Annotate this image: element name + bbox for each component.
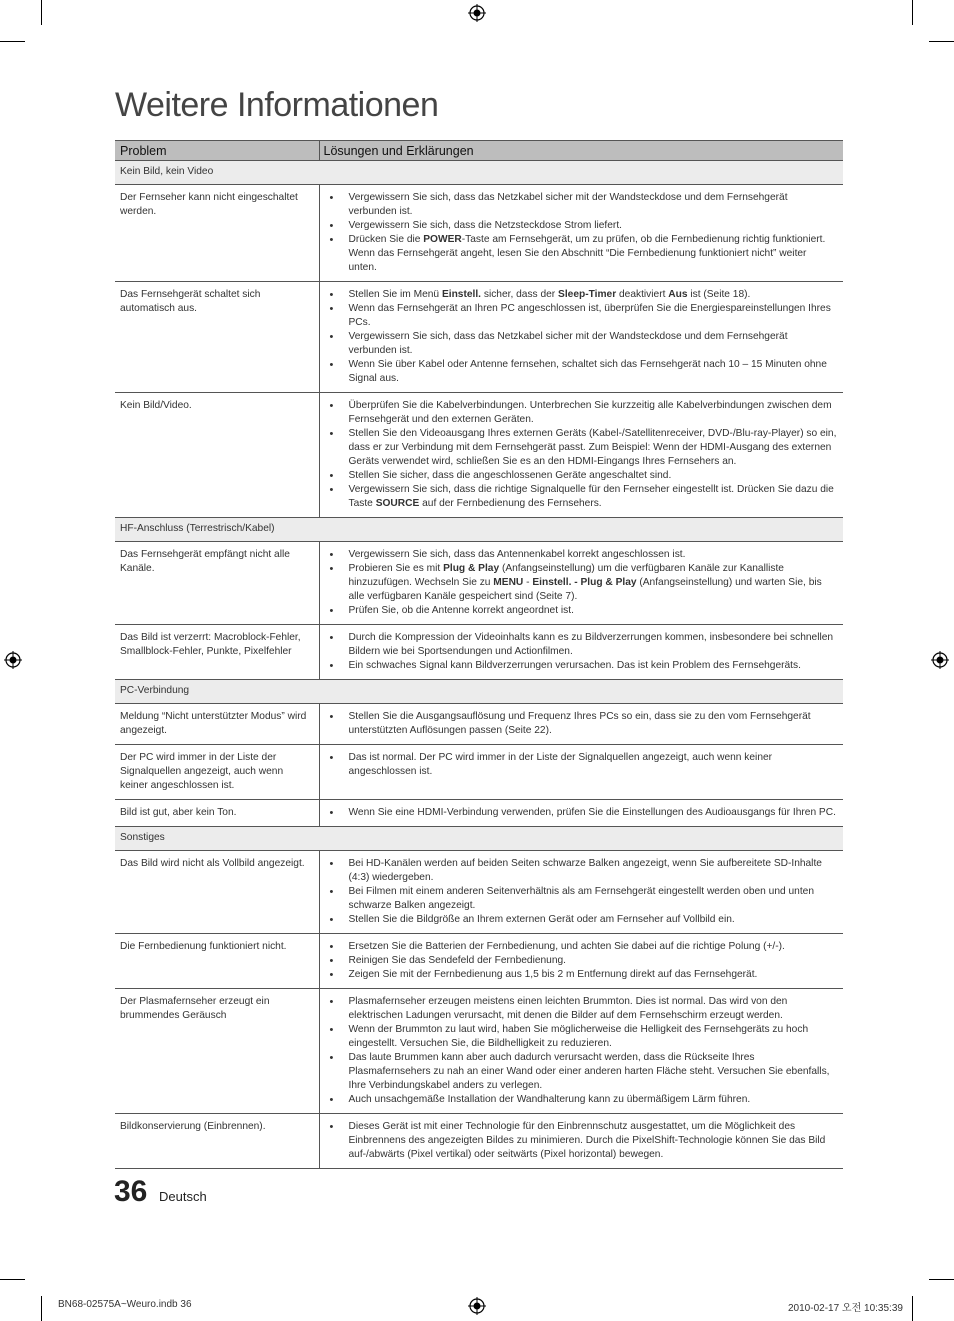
- text-segment: Stellen Sie im Menü: [348, 289, 442, 300]
- solution-cell: [319, 282, 843, 393]
- list-item: [320, 483, 838, 511]
- list-item: [320, 857, 838, 885]
- problem-cell: Das Bild ist verzerrt: Macroblock-Fehler, Smallblock-Fehler, Punkte, Pixelfehler: [115, 625, 319, 680]
- text-segment: Drücken Sie die: [348, 234, 424, 245]
- text-segment: Bei Filmen mit einem anderen Seitenverhältnis als am Fernsehgerät eingestellt werden oben und unten schwarze Balken angezeigt.: [348, 886, 814, 911]
- solution-cell: [319, 704, 843, 745]
- problem-cell: Der Fernseher kann nicht eingeschaltet werden.: [115, 185, 319, 282]
- list-item: [320, 469, 838, 483]
- table-body: [115, 161, 843, 1169]
- crop-mark: [41, 0, 42, 25]
- text-segment: Zeigen Sie mit der Fernbedienung aus 1,5 bis 2 m Entfernung direkt auf das Fernsehgerät.: [348, 969, 758, 980]
- text-segment: Durch die Kompression der Videoinhalts kann es zu Bildverzerrungen kommen, insbesondere bei schnellen Bildern wie bei Sportsendungen und Actionfilmen.: [348, 632, 834, 657]
- bold-term: Einstell. - Plug & Play: [532, 577, 637, 588]
- bullet-icon: •: [329, 1121, 334, 1133]
- problem-cell: Die Fernbedienung funktioniert nicht.: [115, 934, 319, 989]
- bullet-icon: •: [329, 192, 334, 204]
- crop-mark: [912, 1296, 913, 1321]
- solution-list: [320, 857, 838, 927]
- list-item: [320, 604, 838, 618]
- text-segment: Vergewissern Sie sich, dass das Netzkabel sicher mit der Wandsteckdose und dem Fernsehgerät verbunden ist.: [348, 331, 788, 356]
- solution-list: [320, 751, 838, 779]
- bullet-icon: •: [329, 632, 334, 644]
- crop-mark: [0, 1279, 25, 1280]
- problem-cell: Bildkonservierung (Einbrennen).: [115, 1114, 319, 1169]
- problem-cell: Das Bild wird nicht als Vollbild angezeigt.: [115, 851, 319, 934]
- text-segment: Stellen Sie die Ausgangsauflösung und Frequenz Ihres PCs so ein, dass sie zu den vom Fernsehgerät unterstützten Auflösungen passen (Seite 22).: [348, 711, 811, 736]
- bullet-icon: •: [329, 484, 334, 496]
- text-segment: deaktiviert: [616, 289, 669, 300]
- bullet-icon: •: [329, 400, 334, 412]
- crop-mark: [0, 41, 25, 42]
- list-item: [320, 913, 838, 927]
- section-row: [115, 161, 843, 185]
- registration-mark-icon: [4, 651, 22, 669]
- table-header-row: [115, 141, 843, 161]
- bullet-icon: •: [329, 807, 334, 819]
- bullet-icon: •: [329, 359, 334, 371]
- section-row: [115, 518, 843, 542]
- bullet-icon: •: [329, 941, 334, 953]
- table-row: [115, 934, 843, 989]
- text-segment: Wenn der Brummton zu laut wird, haben Sie möglicherweise die Helligkeit des Fernsehgeräts zu hoch eingestellt. Versuchen Sie, die Bildhelligkeit zu reduzieren.: [348, 1024, 809, 1049]
- text-segment: Stellen Sie den Videoausgang Ihres externen Geräts (Kabel-/Satellitenreceiver, DVD-/Blu-ray-Player) so ein, dass er zur Verbindung mit dem Fernsehgerät passt. Zum Beispiel: Wenn der HDMI-Ausgang des externen Geräts verwendet wird, schließen Sie es an den HDMI-Eingangs Ihres Fernsehers an.: [348, 428, 837, 467]
- text-segment: Wenn Sie eine HDMI-Verbindung verwenden, prüfen Sie die Einstellungen des Audioausgangs für Ihren PC.: [348, 807, 836, 818]
- bullet-icon: •: [329, 996, 334, 1008]
- list-item: [320, 806, 838, 820]
- print-file-info: BN68-02575A~Weuro.indb 36: [58, 1299, 192, 1310]
- page-language: Deutsch: [159, 1189, 207, 1204]
- list-item: [320, 219, 838, 233]
- text-segment: Vergewissern Sie sich, dass die richtige Signalquelle für den Fernseher eingestellt ist. Drücken Sie dazu die Taste: [348, 484, 834, 509]
- text-segment: Überprüfen Sie die Kabelverbindungen. Unterbrechen Sie kurzzeitig alle Kabelverbindungen zwischen dem Fernsehgerät und den externen Geräten.: [348, 400, 832, 425]
- text-segment: Wenn das Fernsehgerät an Ihren PC angeschlossen ist, überprüfen Sie die Energiespareinstellungen Ihres PCs.: [348, 303, 831, 328]
- solution-cell: [319, 851, 843, 934]
- solution-cell: [319, 393, 843, 518]
- table-row: [115, 282, 843, 393]
- text-segment: -: [523, 577, 533, 588]
- list-item: [320, 191, 838, 219]
- solution-list: [320, 806, 838, 820]
- list-item: [320, 233, 838, 275]
- solution-list: [320, 940, 838, 982]
- bullet-icon: •: [329, 752, 334, 764]
- print-datetime: 2010-02-17 오전 10:35:39: [788, 1303, 903, 1314]
- bullet-icon: •: [329, 303, 334, 315]
- text-segment: Das ist normal. Der PC wird immer in der Liste der Signalquellen angezeigt, auch wenn keiner angeschlossen ist.: [348, 752, 773, 777]
- table-row: [115, 542, 843, 625]
- bullet-icon: •: [329, 331, 334, 343]
- bullet-icon: •: [329, 549, 334, 561]
- bullet-icon: •: [329, 1052, 334, 1064]
- bold-term: Einstell.: [441, 289, 482, 300]
- section-title: PC-Verbindung: [115, 680, 843, 704]
- solution-list: [320, 191, 838, 275]
- list-item: [320, 751, 838, 779]
- table-row: [115, 704, 843, 745]
- list-item: [320, 330, 838, 358]
- bullet-icon: •: [329, 563, 334, 575]
- problem-cell: Der PC wird immer in der Liste der Signalquellen angezeigt, auch wenn keiner angeschlossen ist.: [115, 745, 319, 800]
- list-item: [320, 885, 838, 913]
- list-item: [320, 659, 838, 673]
- bullet-icon: •: [329, 886, 334, 898]
- text-segment: Prüfen Sie, ob die Antenne korrekt angeordnet ist.: [348, 605, 574, 616]
- crop-mark: [929, 1279, 954, 1280]
- bold-term: Aus: [668, 289, 688, 300]
- list-item: [320, 1120, 838, 1162]
- bullet-icon: •: [329, 289, 334, 301]
- problem-cell: Kein Bild/Video.: [115, 393, 319, 518]
- section-title: HF-Anschluss (Terrestrisch/Kabel): [115, 518, 843, 542]
- text-segment: Dieses Gerät ist mit einer Technologie für den Einbrennschutz ausgestattet, um die Möglichkeit des Einbrennens des angezeigten Bildes zu minimieren. Durch die PixelShift-Technologie können Sie das Bild auf-/abwärts (Pixel vertikal) oder seitwärts (Pixel horizontal) bewegen.: [348, 1121, 826, 1160]
- list-item: [320, 302, 838, 330]
- bullet-icon: •: [329, 969, 334, 981]
- solution-cell: [319, 745, 843, 800]
- troubleshooting-table: [115, 140, 843, 1169]
- header-problem: Problem: [115, 141, 319, 161]
- problem-cell: Meldung “Nicht unterstützter Modus” wird angezeigt.: [115, 704, 319, 745]
- list-item: [320, 1093, 838, 1107]
- section-title: Kein Bild, kein Video: [115, 161, 843, 185]
- solution-list: [320, 710, 838, 738]
- table-row: [115, 1114, 843, 1169]
- text-segment: Reinigen Sie das Sendefeld der Fernbedienung.: [348, 955, 566, 966]
- crop-mark: [41, 1296, 42, 1321]
- solution-cell: [319, 989, 843, 1114]
- bullet-icon: •: [329, 220, 334, 232]
- problem-cell: Das Fernsehgerät empfängt nicht alle Kanäle.: [115, 542, 319, 625]
- registration-mark-icon: [468, 4, 486, 22]
- text-segment: Wenn Sie über Kabel oder Antenne fernsehen, schaltet sich das Fernsehgerät nach 10 – 15 Minuten ohne Signal aus.: [348, 359, 827, 384]
- solution-cell: [319, 1114, 843, 1169]
- crop-mark: [929, 41, 954, 42]
- bullet-icon: •: [329, 914, 334, 926]
- list-item: [320, 954, 838, 968]
- text-segment: ist (Seite 18).: [687, 289, 751, 300]
- bold-term: Plug & Play: [443, 563, 500, 574]
- table-row: [115, 185, 843, 282]
- solution-list: [320, 399, 838, 511]
- solution-cell: [319, 542, 843, 625]
- solution-cell: [319, 934, 843, 989]
- bullet-icon: •: [329, 234, 334, 246]
- bullet-icon: •: [329, 660, 334, 672]
- problem-cell: Der Plasmafernseher erzeugt ein brummendes Geräusch: [115, 989, 319, 1114]
- text-segment: Ersetzen Sie die Batterien der Fernbedienung, und achten Sie dabei auf die richtige Polung (+/-).: [348, 941, 785, 952]
- text-segment: Auch unsachgemäße Installation der Wandhalterung kann zu übermäßigem Lärm führen.: [348, 1094, 751, 1105]
- bullet-icon: •: [329, 858, 334, 870]
- text-segment: Ein schwaches Signal kann Bildverzerrungen verursachen. Das ist kein Problem des Fernsehgeräts.: [348, 660, 801, 671]
- bullet-icon: •: [329, 711, 334, 723]
- text-segment: (Anfangseinstellung) um die verfügbaren Kanäle zur Kanalliste hinzuzufügen. Wechseln Sie zu: [348, 563, 784, 588]
- solution-list: [320, 548, 838, 618]
- text-segment: Probieren Sie es mit: [348, 563, 444, 574]
- text-segment: Stellen Sie sicher, dass die angeschlossenen Geräte angeschaltet sind.: [348, 470, 672, 481]
- page-number: 36: [114, 1175, 148, 1208]
- list-item: [320, 427, 838, 469]
- list-item: [320, 288, 838, 302]
- table-row: [115, 625, 843, 680]
- section-row: [115, 680, 843, 704]
- text-segment: Stellen Sie die Bildgröße an Ihrem externen Gerät oder am Fernseher auf Vollbild ein.: [348, 914, 735, 925]
- solution-list: [320, 1120, 838, 1162]
- table-row: [115, 800, 843, 827]
- table-row: [115, 851, 843, 934]
- bold-term: POWER: [423, 234, 462, 245]
- bullet-icon: •: [329, 1094, 334, 1106]
- header-solution: Lösungen und Erklärungen: [319, 141, 843, 161]
- solution-list: [320, 631, 838, 673]
- bullet-icon: •: [329, 1024, 334, 1036]
- crop-mark: [912, 0, 913, 25]
- bold-term: Sleep-Timer: [558, 289, 617, 300]
- solution-cell: [319, 800, 843, 827]
- bold-term: SOURCE: [375, 498, 420, 509]
- problem-cell: Bild ist gut, aber kein Ton.: [115, 800, 319, 827]
- bullet-icon: •: [329, 428, 334, 440]
- text-segment: Vergewissern Sie sich, dass das Antennenkabel korrekt angeschlossen ist.: [348, 549, 686, 560]
- list-item: [320, 1023, 838, 1051]
- text-segment: Vergewissern Sie sich, dass die Netzsteckdose Strom liefert.: [348, 220, 622, 231]
- list-item: [320, 995, 838, 1023]
- list-item: [320, 710, 838, 738]
- page-title: Weitere Informationen: [115, 86, 439, 124]
- list-item: [320, 548, 838, 562]
- list-item: [320, 968, 838, 982]
- text-segment: Vergewissern Sie sich, dass das Netzkabel sicher mit der Wandsteckdose und dem Fernsehgerät verbunden ist.: [348, 192, 788, 217]
- list-item: [320, 631, 838, 659]
- bullet-icon: •: [329, 955, 334, 967]
- registration-mark-icon: [931, 651, 949, 669]
- list-item: [320, 940, 838, 954]
- registration-mark-icon: [468, 1297, 486, 1315]
- text-segment: -Taste am Fernsehgerät, um zu prüfen, ob die Fernbedienung richtig funktioniert. Wenn das Fernsehgerät angeht, lesen Sie den Abschnitt “Die Fernbedienung funktioniert nicht” weiter unten.: [348, 234, 826, 273]
- text-segment: Das laute Brummen kann aber auch dadurch verursacht werden, dass die Rückseite Ihres Plasmafernsehers zu nah an einer Wand oder einer anderen harten Fläche steht. Versuchen Sie ebenfalls, Ihre Verbindungskabel anders zu verlegen.: [348, 1052, 830, 1091]
- table-row: [115, 393, 843, 518]
- list-item: [320, 562, 838, 604]
- list-item: [320, 1051, 838, 1093]
- table-row: [115, 745, 843, 800]
- text-segment: auf der Fernbedienung des Fernsehers.: [419, 498, 602, 509]
- table-row: [115, 989, 843, 1114]
- bullet-icon: •: [329, 470, 334, 482]
- bold-term: MENU: [493, 577, 524, 588]
- solution-cell: [319, 625, 843, 680]
- solution-cell: [319, 185, 843, 282]
- bullet-icon: •: [329, 605, 334, 617]
- list-item: [320, 399, 838, 427]
- text-segment: Plasmafernseher erzeugen meistens einen leichten Brummton. Dies ist normal. Das wird von den elektrischen Ladungen verursacht, mit denen die Bilder auf dem Fernsehschirm erzeugt werden.: [348, 996, 788, 1021]
- text-segment: Bei HD-Kanälen werden auf beiden Seiten schwarze Balken angezeigt, wenn Sie aufbereitete SD-Inhalte (4:3) wiedergeben.: [348, 858, 822, 883]
- section-title: Sonstiges: [115, 827, 843, 851]
- list-item: [320, 358, 838, 386]
- section-row: [115, 827, 843, 851]
- text-segment: (Anfangseinstellung) und warten Sie, bis alle verfügbaren Kanäle gespeichert sind (Seite 7).: [348, 577, 822, 602]
- solution-list: [320, 995, 838, 1107]
- solution-list: [320, 288, 838, 386]
- text-segment: sicher, dass der: [481, 289, 559, 300]
- problem-cell: Das Fernsehgerät schaltet sich automatisch aus.: [115, 282, 319, 393]
